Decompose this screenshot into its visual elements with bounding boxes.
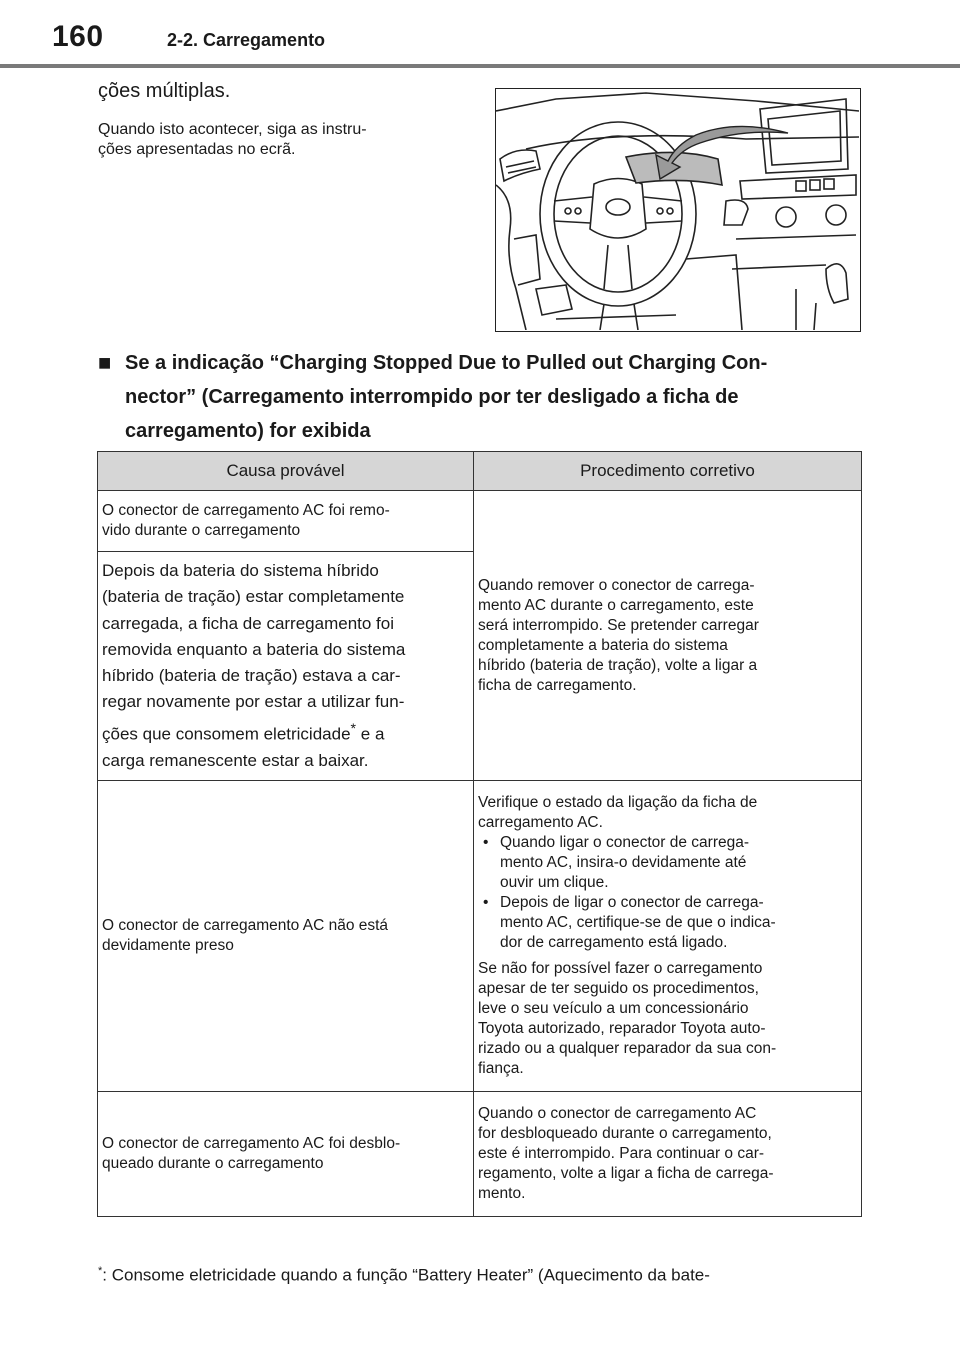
procedure-line: Se não for possível fazer o carregamento [478,960,763,978]
square-bullet-icon: ■ [98,350,112,375]
procedure-line: carregamento AC. [478,814,603,832]
cause-line: híbrido (bateria de tração) estava a car- [102,666,401,686]
procedure-line: este é interrompido. Para continuar o car- [478,1145,765,1163]
cause-cell [98,552,474,781]
cause-line: O conector de carregamento AC foi remo- [102,502,390,519]
procedure-line: completamente a bateria do sistema [478,636,728,654]
heading-line: carregamento) for exibida [125,420,371,442]
procedure-cell [474,781,862,1092]
procedure-line: ficha de carregamento. [478,676,637,694]
procedure-line: mento. [478,1185,526,1203]
cause-line: carregada, a ficha de carregamento foi [102,613,395,633]
procedure-line: Quando remover o conector de carrega- [478,576,755,594]
procedure-line: Toyota autorizado, reparador Toyota auto- [478,1020,766,1038]
procedure-line: leve o seu veículo a um concessionário [478,1000,749,1018]
cause-text: e a [356,724,385,744]
table-row [98,781,862,1092]
intro-line: Quando isto acontecer, siga as instru- [98,121,367,138]
column-header-cause: Causa provável [98,452,474,491]
cause-cell [98,1092,474,1217]
section-heading [98,346,868,448]
bullet-item [478,833,857,893]
bullet-line: ouvir um clique. [500,874,609,892]
bullet-line: dor de carregamento está ligado. [500,934,728,952]
cause-line: carga remanescente estar a baixar. [102,750,369,770]
footnote [98,1265,710,1286]
procedure-cell [474,491,862,781]
bullet-line: mento AC, certifique-se de que o indica- [500,914,776,932]
cause-line: O conector de carregamento AC foi desblo- [102,1135,401,1153]
intro-line: ções apresentadas no ecrã. [98,141,296,158]
heading-line: nector” (Carregamento interrompido por ter desligado a ficha de [125,386,739,408]
procedure-cell [474,1092,862,1217]
table-row [98,491,862,552]
bullet-line: • Quando ligar o conector de carrega- [500,834,750,852]
cause-text: ções que consomem eletricidade [102,724,351,744]
cause-line: queado durante o carregamento [102,1155,324,1173]
column-header-procedure: Procedimento corretivo [474,452,862,491]
cause-line: (bateria de tração) estar completamente [102,587,405,607]
dashboard-illustration [495,88,861,332]
procedure-line: Quando o conector de carregamento AC [478,1105,757,1123]
bullet-line: mento AC, insira-o devidamente até [500,854,747,872]
procedure-line: Verifique o estado da ligação da ficha de [478,794,758,812]
procedure-line: regamento, volte a ligar a ficha de carrega- [478,1165,774,1183]
footnote-mark: * [98,1265,103,1277]
cause-cell [98,781,474,1092]
cause-line: removida enquanto a bateria do sistema [102,639,406,659]
table-header-row [98,452,862,491]
cause-cell [98,491,474,552]
intro-paragraph [98,120,458,160]
procedure-bullets [478,833,857,953]
heading-line: Se a indicação “Charging Stopped Due to Pulled out Charging Con- [125,352,768,374]
procedure-line: rizado ou a qualquer reparador da sua con- [478,1040,777,1058]
cause-line: O conector de carregamento AC não está [102,917,389,935]
procedure-line: fiança. [478,1060,524,1078]
footnote-mark: * [350,720,357,737]
footnote-text: : Consome eletricidade quando a função “Battery Heater” (Aquecimento da bate- [102,1265,710,1285]
steering-wheel-drawing [496,89,859,330]
cause-line: Depois da bateria do sistema híbrido [102,561,379,580]
procedure-line: híbrido (bateria de tração), volte a ligar a [478,656,758,674]
bullet-item [478,893,857,953]
section-title: 2-2. Carregamento [167,30,326,50]
procedure-line: for desbloqueado durante o carregamento, [478,1125,772,1143]
cause-line [102,716,469,748]
page-number: 160 [52,20,104,53]
cause-line: devidamente preso [102,937,234,955]
header-divider [0,64,960,68]
table-row [98,1092,862,1217]
procedure-line: será interrompido. Se pretender carregar [478,616,759,634]
cause-line: vido durante o carregamento [102,522,301,539]
bullet-line: • Depois de ligar o conector de carrega- [500,894,764,912]
troubleshooting-table [97,451,862,1217]
intro-continuation: ções múltiplas. [98,80,231,102]
cause-line: regar novamente por estar a utilizar fun- [102,692,405,712]
procedure-line: apesar de ter seguido os procedimentos, [478,980,759,998]
procedure-line: mento AC durante o carregamento, este [478,596,754,614]
